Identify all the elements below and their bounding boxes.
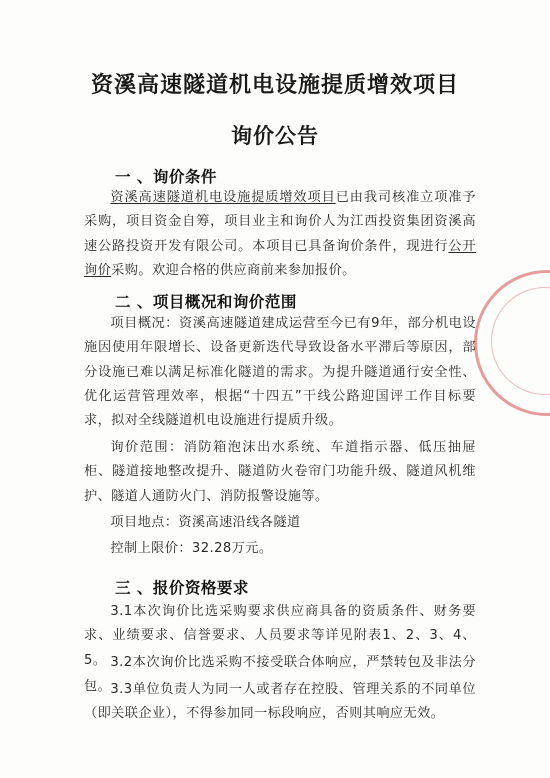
section-heading-overview: 二 、项目概况和询价范围: [115, 293, 297, 311]
paragraph-project-location: 项目地点：资溪高速沿线各隧道: [110, 515, 301, 530]
document-subtitle: 询价公告: [231, 123, 319, 148]
paragraph-inquiry-scope: 询价范围：消防箱泡沫出水系统、车道指示器、低压抽屉柜、隧道接地整改提升、隧道防火卷帘门功能升级、隧道风机维护、隧道人通防火门、消防报警设施等。: [84, 440, 476, 504]
paragraph-qualification-2: 3.2本次询价比选采购不接受联合体响应，严禁转包及非法分包。: [84, 655, 476, 695]
project-name-underlined: 资溪高速隧道机电设施提质增效项目: [110, 190, 336, 205]
official-seal-inner-ring: [491, 287, 550, 395]
paragraph-conditions: [84, 186, 476, 283]
paragraph-qualification-3: 3.3单位负责人为同一人或者存在控股、管理关系的不同单位（即关联企业），不得参加同一标段响应，否则其响应无效。: [84, 682, 476, 722]
paragraph-price-limit: 控制上限价：32.28万元。: [110, 541, 273, 556]
document-title: 资溪高速隧道机电设施提质增效项目: [90, 72, 459, 98]
paragraph-project-overview: 项目概况：资溪高速隧道建成运营至今已有9年，部分机电设施因使用年限增长、设备更新迭代导致设备水平滞后等原因，部分设施已难以满足标准化隧道的需求。为提升隧道通行安全性、优化运营管理效率，根据“十四五”干线公路迎国评工作目标要求，拟对全线隧道机电设施进行提质升级。: [84, 316, 476, 429]
conditions-text: 已由我司核准立项准予采购，项目资金自筹，项目业主和询价人为江西投资集团资溪高速公路投资开发有限公司。本项目已具备询价条件，现进行: [84, 190, 476, 254]
section-heading-conditions: 一 、询价条件: [115, 168, 217, 186]
procurement-method-underlined: 公开询价: [84, 238, 476, 278]
paragraph-qualification-1: 3.1本次询价比选采购要求供应商具备的资质条件、财务要求、业绩要求、信誉要求、人员要求等详见附表1、2、3、4、5。: [84, 604, 476, 668]
conditions-closing: 采购。欢迎合格的供应商前来参加报价。: [111, 262, 356, 278]
section-heading-qualification: 三 、报价资格要求: [115, 579, 249, 597]
official-seal: [474, 270, 550, 416]
